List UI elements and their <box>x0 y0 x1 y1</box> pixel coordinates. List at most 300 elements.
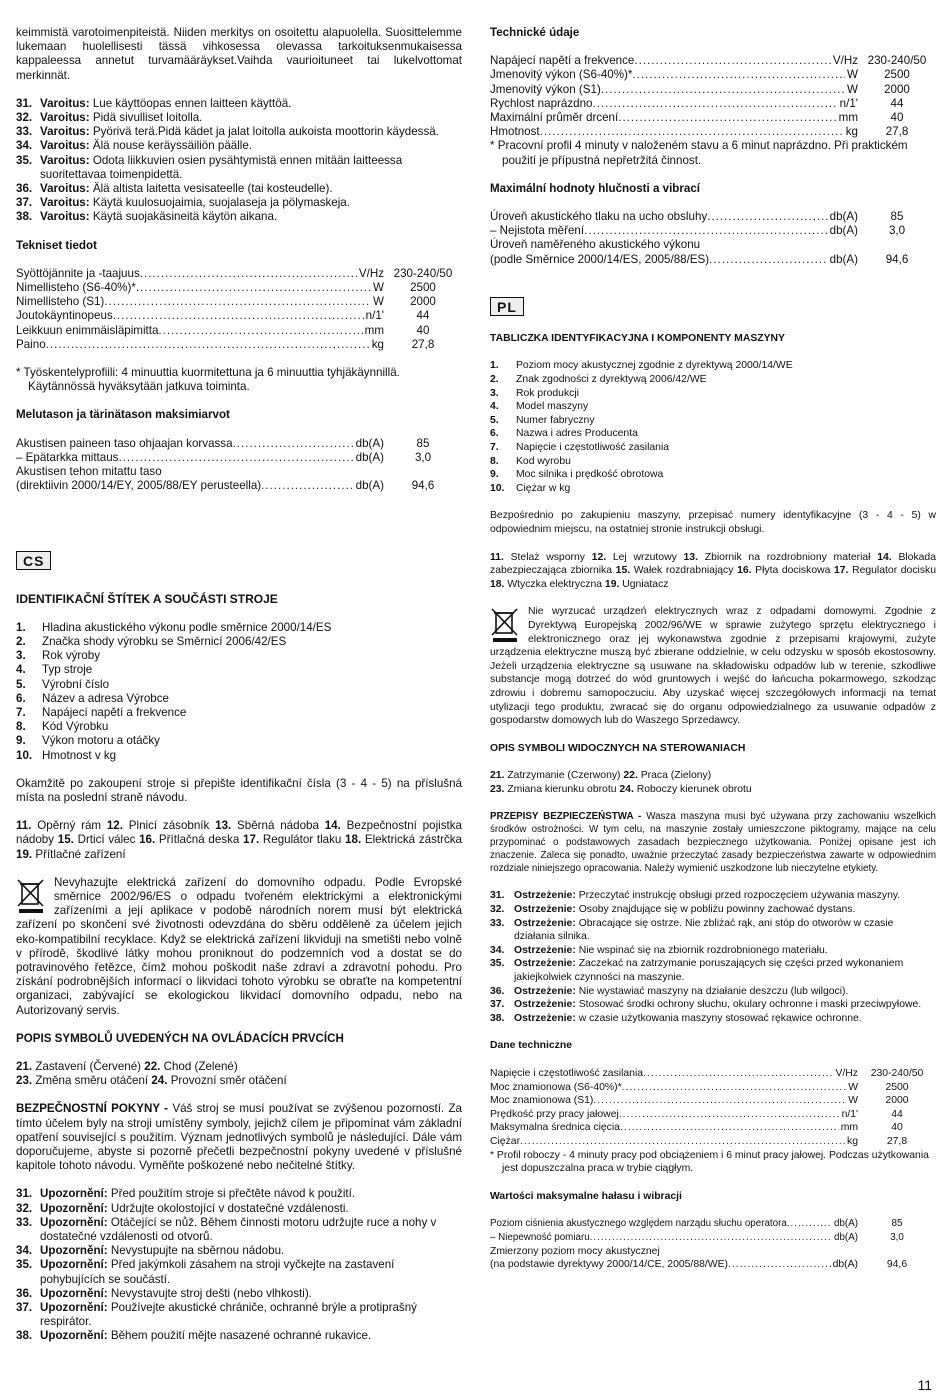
pl-weee-text: Nie wyrzucać urządzeń elektrycznych wraz z odpadami domowymi. Zgodnie z Dyrektywą Europejską 2002/96/WE w sprawie zużytego sprzętu elektrycznego i elektronicznego oraz jej wykonawstwa zgodnie z przepisami krajowymi, zużyte urządzenia elektryczne muszą być zbierane oddzielnie, w celu odzysku w sposób ekostosowny. Jeżeli urządzenia elektryczne są usuwane na składowisku odpadów lub w terenie, szkodliwe substancje mogą dotrzeć do wód gruntowych i wejść do łańcucha pokarmowego, szkodząc zdrowiu i dobremu samopoczuciu. Aby uzyskać więcej szczegółowych informacji na temat utylizacji tego produktu, zwracać się do organu odpowiedzialnego za usuwanie odpadów z gospodarstw domowych lub do Waszego Sprzedawcy. <box>490 606 936 727</box>
spec-row <box>490 1121 936 1135</box>
dot-leader <box>787 1217 832 1231</box>
warning-text: Otáčející se nůž. Během činnosti motoru udržujte ruce a nohy v dostatečné vzdálenosti od otvorů. <box>40 1215 437 1243</box>
pl-title: TABLICZKA IDENTYFIKACYJNA I KOMPONENTY MASZYNY <box>490 332 785 344</box>
spec-row <box>16 281 462 295</box>
spec-row <box>490 97 936 111</box>
fi-tech-table <box>16 267 462 352</box>
pl-tech-title: Dane techniczne <box>490 1040 572 1052</box>
dot-leader <box>592 97 837 111</box>
component-item <box>16 734 462 748</box>
warning-number: 34. <box>16 1244 33 1258</box>
noise-unit: db(A) <box>355 436 384 450</box>
noise-unit: db(A) <box>834 1218 858 1230</box>
component-number: 6. <box>16 691 26 705</box>
warning-item <box>490 998 936 1012</box>
cs-tech-note: * Pracovní profil 4 minuty v naloženém stavu a 6 minut naprázdno. Při praktickém použití je přípustná nepřetržitá činnost. <box>490 139 908 167</box>
pl-noise-power-label: Zmierzony poziom mocy akustycznej <box>490 1245 660 1257</box>
warning-label: Ostrzeżenie: <box>514 890 576 902</box>
warning-label: Varoitus: <box>40 125 90 139</box>
warning-label: Varoitus: <box>40 196 90 210</box>
warning-item <box>16 1216 462 1244</box>
pl-noise-power-row: (na podstawie dyrektywy 2000/14/CE, 2005/88/WE) ..... db(A) 94,6 <box>490 1258 936 1272</box>
dot-leader <box>158 324 362 338</box>
component-text: Značka shody výrobku se Směrnicí 2006/42/ES <box>42 634 287 648</box>
dot-leader <box>118 451 353 465</box>
warning-number: 32. <box>16 111 33 125</box>
cs-noise-table <box>490 210 936 238</box>
component-text: Název a adresa Výrobce <box>42 691 169 705</box>
cs-title: IDENTIFIKAČNÍ ŠTÍTEK A SOUČÁSTI STROJE <box>16 592 278 607</box>
cs-weee-block <box>16 876 462 1018</box>
dot-leader <box>622 1081 847 1095</box>
warning-label: Ostrzeżenie: <box>514 999 576 1011</box>
spec-label: Joutokäyntinopeus <box>16 309 113 323</box>
spec-label: Ciężar <box>490 1135 521 1147</box>
warning-text: Älä nouse keräyssäiliön päälle. <box>92 139 253 153</box>
spec-value: 27,8 <box>886 1135 908 1147</box>
warning-item <box>16 210 462 224</box>
spec-value: 27,8 <box>411 337 435 351</box>
spec-label: Napięcie i częstotliwość zasilania <box>490 1068 644 1079</box>
warning-text: Stosować środki ochrony słuchu, okulary ochronne i maski przeciwpyłowe. <box>578 999 922 1011</box>
component-item <box>16 678 462 692</box>
weee-bin-icon <box>490 607 520 643</box>
warning-number: 35. <box>16 153 33 167</box>
pl-safety: PRZEPISY BEZPIECZEŃSTWA - Wasza maszyna musi być używana przy zachowaniu wszelkich środków ostrożności. W tym celu, na maszynie zostały umieszczone piktogramy, mające na celu przypominać o podstawowych zasadach bezpiecznego użytkowania. Poniżej opisane jest ich znaczenie. Zaleca się ponadto, uważnie przeczytać zasady bezpieczeństwa zawarte w odpowiednim rozdziale niniejszego opracowania. Należy wymienić uszkodzone lub nieczytelne etykiety. <box>490 811 936 875</box>
spec-label: Nimellisteho (S6-40%)* <box>16 281 136 295</box>
component-item <box>490 387 936 401</box>
warning-label: Upozornění: <box>40 1187 108 1201</box>
warning-label: Upozornění: <box>40 1244 108 1258</box>
spec-row <box>16 267 462 281</box>
warning-number: 35. <box>16 1258 33 1272</box>
noise-value: 3,0 <box>888 224 906 238</box>
component-number: 5. <box>16 677 26 691</box>
spec-row <box>16 338 462 352</box>
spec-unit: kg <box>371 337 384 351</box>
dot-leader <box>46 338 370 352</box>
cs-tech-table <box>490 54 936 139</box>
component-number: 9. <box>490 469 499 481</box>
spec-value: 2000 <box>884 82 910 96</box>
warning-label: Ostrzeżenie: <box>514 958 576 970</box>
cs-component-list <box>16 621 462 763</box>
pl-copy-note: Bezpośrednio po zakupieniu maszyny, przepisać numery identyfikacyjne (3 - 4 - 5) w odpowiednim miejscu, na ostatniej stronie instrukcji obsługi. <box>490 510 936 535</box>
component-item <box>490 427 936 441</box>
spec-label: Maksymalna średnica cięcia <box>490 1122 620 1134</box>
spec-unit: W <box>848 1081 858 1093</box>
component-item <box>490 468 936 482</box>
warning-number: 31. <box>490 890 505 902</box>
warning-label: Varoitus: <box>40 210 90 224</box>
warning-item <box>16 97 462 111</box>
component-text: Rok výroby <box>42 649 100 663</box>
fi-noise-power-label: Akustisen tehon mitattu taso <box>16 465 162 479</box>
warning-number: 32. <box>490 904 505 916</box>
pl-weee-block <box>490 605 936 727</box>
dot-leader <box>136 281 371 295</box>
warning-text: Nie wystawiać maszyny na działanie deszczu (lub wilgoci). <box>578 985 849 997</box>
weee-bin-icon <box>16 878 46 914</box>
warning-text: Používejte akustické chrániče, ochranné brýle a protiprašný respirátor. <box>40 1301 417 1329</box>
spec-row <box>490 1081 936 1095</box>
noise-label: – Nejistota měření <box>490 224 585 238</box>
spec-value: 230-240/50 <box>867 54 927 68</box>
component-number: 1. <box>16 620 26 634</box>
warning-number: 31. <box>16 1187 33 1201</box>
component-item <box>16 649 462 663</box>
dot-leader <box>632 68 845 82</box>
component-number: 10. <box>490 482 505 494</box>
spec-unit: V/Hz <box>832 54 858 68</box>
dot-leader <box>584 224 828 238</box>
dot-leader <box>707 210 827 224</box>
component-item <box>16 706 462 720</box>
spec-value: 44 <box>890 96 904 110</box>
component-text: Napájecí napětí a frekvence <box>42 705 187 719</box>
warning-item <box>16 1187 462 1201</box>
spec-value: 2500 <box>885 1081 909 1093</box>
component-text: Výrobní číslo <box>42 677 110 691</box>
pl-symbols-title: OPIS SYMBOLI WIDOCZNYCH NA STEROWANIACH <box>490 742 746 754</box>
spec-row <box>490 1108 936 1122</box>
pl-tech-note: * Profil roboczy - 4 minuty pracy pod obciążeniem i 6 minut pracy jałowej. Podczas użytkowania jest dopuszczalna praca w trybie ciągłym. <box>490 1149 929 1175</box>
spec-unit: V/Hz <box>358 266 384 280</box>
cs-warning-list <box>16 1187 462 1343</box>
warning-number: 37. <box>16 1301 33 1315</box>
warning-item <box>16 196 462 210</box>
noise-label: Úroveň akustického tlaku na ucho obsluhy <box>490 210 708 224</box>
dot-leader <box>620 1121 839 1135</box>
spec-value: 2500 <box>410 281 436 295</box>
warning-label: Varoitus: <box>40 96 90 110</box>
noise-row <box>490 1231 936 1245</box>
warning-label: Varoitus: <box>40 111 90 125</box>
warning-text: Udržujte okolostojící v dostatečné vzdálenosti. <box>110 1201 349 1215</box>
noise-row <box>16 451 462 465</box>
component-number: 9. <box>16 734 26 748</box>
spec-row <box>490 83 936 97</box>
spec-row <box>490 68 936 82</box>
spec-label: Leikkuun enimmäisläpimitta <box>16 323 159 337</box>
spec-value: 27,8 <box>885 125 909 139</box>
spec-label: Paino <box>16 337 46 351</box>
spec-unit: W <box>373 295 384 309</box>
warning-label: Upozornění: <box>40 1329 108 1343</box>
component-text: Kod wyrobu <box>516 455 571 467</box>
warning-item <box>16 1287 462 1301</box>
component-item <box>16 749 462 763</box>
cs-noise-title: Maximální hodnoty hlučnosti a vibrací <box>490 181 701 195</box>
spec-unit: W <box>848 1095 858 1107</box>
warning-item <box>16 125 462 139</box>
warning-text: Käytä kuulosuojaimia, suojalaseja ja pölymaskeja. <box>92 196 350 210</box>
warning-number: 37. <box>16 196 33 210</box>
component-item <box>490 373 936 387</box>
pl-symbols-line-2: 23. Zmiana kierunku obrotu 24. Roboczy kierunek obrotu <box>490 783 752 795</box>
cs-safety: BEZPEČNOSTNÍ POKYNY - Váš stroj se musí používat se zvýšenou pozorností. Za tímto účelem byly na stroji umístěny symboly, jejichž cílem je připomínat vám základní opatření související s použitím. Význam jednotlivých symbolů je následující. Dále vám doporučujeme, abyste si pozorně přečetli bezpečnostní pokyny uvedené v příslušné kapitole tohoto návodu. Vyměňte poškozené nebo nečitelné štítky. <box>16 1102 462 1173</box>
component-number: 1. <box>490 360 499 372</box>
warning-label: Ostrzeżenie: <box>514 904 576 916</box>
spec-label: Syöttöjännite ja -taajuus <box>16 266 140 280</box>
noise-unit: db(A) <box>829 224 858 238</box>
warning-item <box>490 957 936 984</box>
pl-parts: 11. Stelaż wsporny 12. Lej wrzutowy 13. Zbiornik na rozdrobniony materiał 14. Blokada zabezpieczająca zbiornika 15. Wałek rozdrabniający 16. Płyta dociskowa 17. Regulator docisku 18. Wtyczka elektryczna 19. Ugniatacz <box>490 551 937 590</box>
spec-unit: W <box>373 281 384 295</box>
pl-tech-table <box>490 1067 936 1149</box>
spec-value: 40 <box>890 111 904 125</box>
component-text: Znak zgodności z dyrektywą 2006/42/WE <box>516 374 707 386</box>
cs-noise-power-row: (podle Směrnice 2000/14/ES, 2005/88/ES) ..... db(A) 94,6 <box>490 253 936 267</box>
right-column <box>490 26 936 1272</box>
noise-label: – Epätarkka mittaus <box>16 450 119 464</box>
warning-number: 33. <box>490 917 505 929</box>
warning-text: Käytä suojakäsineitä käytön aikana. <box>92 210 278 224</box>
spec-value: 40 <box>891 1122 903 1134</box>
noise-row <box>490 1217 936 1231</box>
pl-warning-list <box>490 889 936 1025</box>
noise-row <box>16 437 462 451</box>
component-number: 7. <box>16 705 26 719</box>
spec-label: Napájecí napětí a frekvence <box>490 54 635 68</box>
dot-leader <box>113 309 364 323</box>
spec-label: Hmotnost <box>490 125 540 139</box>
spec-unit: V/Hz <box>835 1068 858 1079</box>
warning-label: Upozornění: <box>40 1201 108 1215</box>
fi-warning-list <box>16 97 462 225</box>
warning-item <box>16 182 462 196</box>
warning-text: Lue käyttöopas ennen laitteen käyttöä. <box>92 96 292 110</box>
component-text: Numer fabryczny <box>516 414 595 426</box>
noise-value: 85 <box>416 436 430 450</box>
warning-number: 33. <box>16 125 33 139</box>
fi-intro: keimmistä varotoimenpiteistä. Niiden merkitys on osoitettu alapuolella. Suosittelemme lukemaan huolellisesti tässä vihkosessa olevassa tarkoituksenmukaisessa kappaleessa annetut turvamääräykset.Vaihda vaurioituneet tai lukelvottomat merkinnät. <box>16 26 462 82</box>
warning-text: Během použití mějte nasazené ochranné rukavice. <box>110 1329 372 1343</box>
warning-number: 34. <box>16 139 33 153</box>
warning-text: w czasie użytkowania maszyny stosować rękawice ochronne. <box>578 1012 862 1024</box>
cs-copy-note: Okamžitě po zakoupení stroje si přepište identifikační čísla (3 - 4 - 5) na příslušná místa na poslední straně návodu. <box>16 776 462 804</box>
spec-value: 44 <box>416 309 430 323</box>
dot-leader <box>634 54 831 68</box>
warning-number: 36. <box>490 985 505 997</box>
warning-item <box>490 917 936 944</box>
spec-unit: n/1' <box>365 309 384 323</box>
warning-label: Varoitus: <box>40 153 90 167</box>
spec-row <box>16 309 462 323</box>
spec-label: Moc znamionowa (S6-40%)* <box>490 1081 622 1093</box>
cs-language-badge: CS <box>16 551 51 570</box>
warning-item <box>490 903 936 917</box>
left-column <box>16 26 462 1358</box>
noise-label: Akustisen paineen taso ohjaajan korvassa <box>16 436 233 450</box>
warning-text: Pidä sivulliset loitolla. <box>92 111 203 125</box>
fi-tech-title: Tekniset tiedot <box>16 238 97 252</box>
spec-unit: n/1' <box>839 96 858 110</box>
warning-label: Ostrzeżenie: <box>514 1012 576 1024</box>
dot-leader <box>601 83 845 97</box>
warning-number: 34. <box>490 944 505 956</box>
component-text: Napięcie i częstotliwość zasilania <box>516 442 670 453</box>
spec-row <box>490 125 936 139</box>
noise-label: – Niepewność pomiaru <box>490 1231 590 1243</box>
component-text: Kód Výrobku <box>42 720 109 734</box>
cs-symbols-line-2: 23. Změna směru otáčení 24. Provozní směr otáčení <box>16 1074 287 1088</box>
warning-text: Nevystavujte stroj dešti (nebo vlhkosti). <box>110 1286 312 1300</box>
spec-row <box>490 1135 936 1149</box>
noise-label: Poziom ciśnienia akustycznego względem narządu słuchu operatora <box>490 1218 787 1230</box>
warning-label: Ostrzeżenie: <box>514 985 576 997</box>
component-item <box>490 482 936 496</box>
warning-text: Zaczekać na zatrzymanie poruszających się części przed wykonaniem jakiejkolwiek czynności na maszynie. <box>514 958 904 984</box>
component-number: 8. <box>16 720 26 734</box>
dot-leader <box>540 125 844 139</box>
warning-number: 38. <box>16 210 33 224</box>
noise-value: 85 <box>891 1218 903 1230</box>
component-number: 3. <box>16 649 26 663</box>
warning-item <box>16 139 462 153</box>
component-item <box>490 400 936 414</box>
component-text: Ciężar w kg <box>516 482 571 494</box>
warning-text: Älä altista laitetta vesisateelle (tai kosteudelle). <box>92 182 333 196</box>
spec-unit: kg <box>847 1135 858 1147</box>
spec-unit: mm <box>364 323 384 337</box>
component-number: 2. <box>490 374 499 386</box>
dot-leader <box>104 295 371 309</box>
spec-label: Prędkość przy pracy jałowej <box>490 1108 619 1120</box>
fi-tech-note: * Työskentelyprofiili: 4 minuuttia kuormitettuna ja 6 minuuttia tyhjäkäynnillä. Käytännössä hyväksytään jatkuva toiminta. <box>16 366 400 394</box>
dot-leader <box>619 1108 840 1122</box>
component-text: Hladina akustického výkonu podle směrnice 2000/14/ES <box>42 620 332 634</box>
warning-number: 35. <box>490 958 505 970</box>
pl-language-badge: PL <box>490 297 524 316</box>
component-item <box>16 720 462 734</box>
component-item <box>16 692 462 706</box>
cs-symbols-line-1: 21. Zastavení (Červené) 22. Chod (Zelené) <box>16 1059 238 1073</box>
noise-unit: db(A) <box>834 1231 858 1243</box>
pl-noise-title: Wartości maksymalne hałasu i wibracji <box>490 1190 682 1202</box>
spec-unit: W <box>847 68 858 82</box>
spec-label: Maximální průměr drcení <box>490 111 619 125</box>
warning-item <box>490 944 936 958</box>
cs-weee-text: Nevyhazujte elektrická zařízení do domovního odpadu. Podle Evropské směrnice 2002/96/ES o odpadu tvořeném elektrickými a elektronickými zařízeními a její aplikace v podobě národních norem musí být elektrická zařízení po skončení své životnosti odevzdána do sběru odděleně za účelem jejich eko-kompatibilní recyklace. Když se elektrická zařízení likviduji na smetišti nebo volně v přírodě, škodlivé látky mohou proniknout do podzemních vod a dostat se do potravinového řetězce, čímž mohou poškodit naše zdraví a zdravotní pohodu. Pro získání podrobnějších informací o likvidaci tohoto výrobku se obraťte na kompetentní organizaci, zabývající se ekologickou likvidací domovního odpadu, nebo na Autorizovaný servis. <box>16 875 462 1017</box>
warning-label: Upozornění: <box>40 1301 108 1315</box>
fi-noise-title: Melutason ja tärinätason maksimiarvot <box>16 408 230 422</box>
spec-unit: mm <box>838 111 858 125</box>
component-text: Rok produkcji <box>516 387 579 399</box>
warning-number: 31. <box>16 96 33 110</box>
component-text: Model maszyny <box>516 401 589 413</box>
component-number: 10. <box>16 748 33 762</box>
spec-value: 230-240/50 <box>870 1068 924 1079</box>
spec-value: 44 <box>891 1108 903 1120</box>
noise-unit: db(A) <box>829 210 858 224</box>
component-item <box>490 455 936 469</box>
warning-text: Przeczytać instrukcję obsługi przed rozpoczęciem używania maszyny. <box>578 890 901 902</box>
spec-value: 2000 <box>885 1095 909 1107</box>
noise-row <box>490 210 936 224</box>
spec-row <box>490 54 936 68</box>
warning-text: Odota liikkuvien osien pysähtymistä ennen mitään laitteessa suoritettavaa toimenpidettä. <box>40 153 403 181</box>
spec-value: 2000 <box>410 295 436 309</box>
component-text: Nazwa i adres Producenta <box>516 428 638 440</box>
warning-text: Nie wspinać się na zbiornik rozdrobnionego materiału. <box>578 944 828 956</box>
warning-text: Před jakýmkoli zásahem na stroji vyčkejte na zastavení pohybujících se součástí. <box>40 1258 395 1286</box>
component-item <box>490 359 936 373</box>
warning-label: Ostrzeżenie: <box>514 917 576 929</box>
warning-number: 38. <box>16 1329 33 1343</box>
warning-label: Ostrzeżenie: <box>514 944 576 956</box>
component-item <box>16 621 462 635</box>
spec-label: Rychlost naprázdno <box>490 96 593 110</box>
warning-number: 32. <box>16 1201 33 1215</box>
component-number: 5. <box>490 414 499 426</box>
spec-unit: kg <box>845 125 858 139</box>
warning-item <box>16 1244 462 1258</box>
component-text: Typ stroje <box>42 663 93 677</box>
page-number: 11 <box>917 1377 932 1393</box>
spec-row <box>490 1094 936 1108</box>
component-text: Výkon motoru a otáčky <box>42 734 160 748</box>
component-number: 4. <box>490 401 499 413</box>
component-number: 8. <box>490 455 499 467</box>
noise-row <box>490 224 936 238</box>
warning-text: Nevystupujte na sběrnou nádobu. <box>110 1244 285 1258</box>
noise-unit: db(A) <box>355 450 384 464</box>
dot-leader <box>233 437 354 451</box>
spec-value: 2500 <box>884 68 910 82</box>
warning-text: Pyörivä terä.Pidä kädet ja jalat loitolla aukoista moottorin käydessä. <box>92 125 439 139</box>
cs-parts: 11. Opěrný rám 12. Plnicí zásobník 13. Sběrná nádoba 14. Bezpečnostní pojistka nádoby 15. Drticí válec 16. Přítlačná deska 17. Regulátor tlaku 18. Elektrická zástrčka 19. Přítlačné zařízení <box>16 819 462 861</box>
spec-label: Jmenovitý výkon (S1) <box>490 82 601 96</box>
warning-number: 37. <box>490 999 505 1011</box>
component-number: 3. <box>490 387 499 399</box>
component-number: 6. <box>490 428 499 440</box>
warning-label: Upozornění: <box>40 1215 108 1229</box>
pl-noise-table <box>490 1217 936 1244</box>
noise-value: 3,0 <box>890 1231 904 1243</box>
warning-text: Osoby znajdujące się w pobliżu powinny zachować dystans. <box>578 904 856 916</box>
pl-component-list <box>490 359 936 495</box>
component-number: 2. <box>16 634 26 648</box>
spec-unit: n/1' <box>841 1108 858 1120</box>
spec-unit: W <box>847 82 858 96</box>
warning-item <box>16 1258 462 1286</box>
warning-item <box>16 154 462 182</box>
warning-label: Varoitus: <box>40 139 90 153</box>
warning-item <box>490 1012 936 1026</box>
dot-leader <box>140 267 357 281</box>
fi-noise-power-row: (direktiivin 2000/14/EY, 2005/88/EY perusteella) ..... db(A) 94,6 <box>16 479 462 493</box>
noise-value: 3,0 <box>414 450 432 464</box>
component-number: 7. <box>490 442 499 453</box>
warning-item <box>490 889 936 903</box>
warning-number: 36. <box>16 1286 33 1300</box>
component-text: Poziom mocy akustycznej zgodnie z dyrektywą 2000/14/WE <box>516 360 793 372</box>
spec-label: Jmenovitý výkon (S6-40%)* <box>490 68 633 82</box>
warning-item <box>16 1202 462 1216</box>
warning-number: 33. <box>16 1215 33 1229</box>
warning-number: 36. <box>16 182 33 196</box>
component-item <box>16 635 462 649</box>
cs-noise-power-label: Úroveň naměřeného akustického výkonu <box>490 238 701 252</box>
warning-item <box>16 1329 462 1343</box>
dot-leader <box>590 1231 832 1245</box>
warning-text: Obracające się ostrze. Nie zbliżać rąk, ani stóp do otworów w czasie działania silnika. <box>514 917 894 943</box>
cs-tech-title: Technické údaje <box>490 26 580 39</box>
dot-leader <box>643 1067 833 1081</box>
spec-row <box>16 324 462 338</box>
dot-leader <box>593 1094 846 1108</box>
